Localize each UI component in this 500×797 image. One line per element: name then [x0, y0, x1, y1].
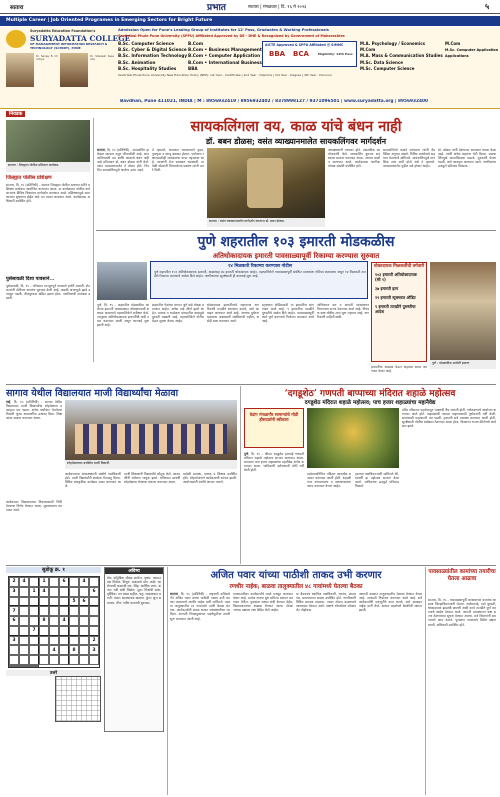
ad-aicte-box	[262, 41, 357, 67]
ad-bca: BCA	[293, 50, 309, 58]
ad-admission: Admission Open for Pune's Leading Group of Institutes for 12' Pass, Graduates & Working Professionals	[118, 28, 329, 32]
sudoku-cell	[69, 577, 79, 587]
sudoku-cell	[89, 626, 99, 636]
course-item: B.Sc. Computer Science	[118, 41, 175, 46]
sudoku-cell	[29, 636, 39, 646]
main-photo	[207, 148, 325, 218]
tower-box-title: १४ मिळकती रिकाम्या करण्यास नोटीस	[228, 264, 292, 269]
left-photo	[6, 120, 90, 162]
ad-photo-right	[60, 53, 88, 87]
mela-body-4: माजी शिक्षकांनी विद्यार्थ्यांचे कौतुक केले. आठवणींनी सर्वजण भावुक झाले. भविष्यात दरवर्षी स्नेहमेळावा घेण्याचा संकल्प करण्यात आला.	[124, 472, 180, 485]
sudoku-cell	[19, 636, 29, 646]
sudoku-cell: 1	[39, 577, 49, 587]
sudoku-cell	[59, 636, 69, 646]
sudoku-cell	[49, 577, 59, 587]
mela-photo	[65, 400, 237, 460]
mela-body-3: कार्यक्रमाच्या अध्यक्षस्थानी संस्थेचे पदाधिकारी होते. माजी विद्यार्थ्यांनी शाळेला भेटवस्तू दिल्या. विविध सांस्कृतिक कार्यक्रम सादर करण्यात आले.	[65, 472, 121, 489]
left-headline-2: पुसेसावळी दिशा पावसाने...	[6, 276, 55, 282]
ad-col1	[118, 41, 188, 72]
shortnote-body: सातारा, दि. १५ - पावसाळ्यापूर्वी करावयाच्या कामांचा आढावा जिल्हाधिकाऱ्यांनी घेतला. नालेसफाई, रस्ते दुरुस्ती, धोकादायक झाडांची छाटणी आदी कामे तातडीने पूर्ण करण्याचे आदेश देण्यात आले. आपत्ती व्यवस्थापन कक्ष सज्ज ठेवण्याच्या सूचना देण्यात आल्या. सर्व विभागांनी समन्वयाने काम करावे. पूरप्रवण गावांमध्ये विशेष दक्षता घ्यावी. अधिकारी उपस्थित होते.	[428, 598, 496, 627]
course-item: B.Com	[188, 41, 204, 46]
sudoku-cell	[89, 577, 99, 587]
ad-college: SURYADATTA COLLEGE	[30, 34, 131, 43]
sudoku-cell	[19, 616, 29, 626]
course-item: B.Sc. Cyber & Digital Science	[118, 47, 187, 53]
sudoku-cell	[59, 606, 69, 616]
ad-col4	[445, 41, 499, 60]
tower-side-item: ३७ इमारती इतर	[375, 286, 399, 292]
sudoku-cell	[79, 606, 89, 616]
sudoku-cell	[39, 636, 49, 646]
tower-headline: पुणे शहरातील १०३ इमारती मोडकळीस	[197, 234, 395, 250]
sudoku-cell: 4	[79, 577, 89, 587]
tower-side-item: २९ इमारती स्ट्रक्चरल ऑडिट	[375, 295, 416, 301]
sudoku-cell: 3	[9, 636, 19, 646]
sudoku-cell	[9, 655, 19, 665]
ajit-body-2: गावपातळीवर कार्यकर्त्यांचे जाळे मजबूत करण्यात येणार आहे. प्रत्येक गावात बूथ समित्या स्थापन करण्यात येतील. युवकांना पक्षात संधी देण्यात येईल. विकासकामांचा आढावा घेण्यात आला. शेतकऱ्यांच्या प्रश्नांवर लक्ष केंद्रित केले जाईल.	[233, 592, 293, 613]
tower-side-title: धोकादायक मिळकतींची वर्गवारी	[373, 264, 425, 269]
sudoku-cell	[29, 665, 39, 667]
tower-subheadline: अतिधोकादायक इमारती पावसाळ्यापूर्वी रिकाम्या करण्यास सुरुवात	[212, 251, 380, 260]
tower-box: १४ मिळकती रिकाम्या करण्यास नोटीस पुणे शहरातील १०३ अतिधोकादायक इमारती, वाड्यांसह ३७ इमारती धोकादायक आहेत. महापालिकेने पावसाळ्यापूर्वी संबंधित मालकांना नोटिसा बजावल्या असून १४ मिळकती तातडीने रिकाम्या करण्याचे आदेश दिले आहेत. नागरिकांच्या सुरक्षेसाठी ही कारवाई सुरू आहे.	[150, 261, 368, 299]
sudoku-cell	[79, 587, 89, 597]
temple-subheadline: दगडूशेठ मंदिरात शहाळे महोत्सव; पाच हजार शहाळ्यांचा महानैवेद्य	[304, 400, 436, 406]
ad-society: Suryadatta Education Foundation's	[30, 29, 96, 33]
ad-university: Savitribai Phule Pune University (SPPU) Affiliated Approved by DE - DHE & Recognized by Government of Maharashtra	[118, 34, 345, 38]
temple-body-2: महोत्सवानिमित्त मंदिरात आकर्षक सजावट करण्यात आली होती. शहाळी नंतर रुग्णालयांना व अनाथाश्रमांना वाटप करण्यात येणार आहेत.	[307, 472, 351, 489]
sudoku-cell	[29, 577, 39, 587]
sudoku-cell	[9, 597, 19, 607]
sudoku-cell	[49, 587, 59, 597]
sudoku-cell	[29, 597, 39, 607]
main-body-1: सातारा, दि. १५ (प्रतिनिधी) - सायकलिंग हा केवळ व्यायाम नसून जीवनशैली आहे. सायकलिंगसाठी वय आणि काळाचे बंधन नाही असे प्रतिपादन डॉ. बबन डोळस यांनी केले. वसंत व्याख्यानमालेत ते बोलत होते. नियमित सायकलिंगमुळे आरोग्य उत्तम राहते.	[97, 148, 149, 173]
sudoku-cell	[49, 606, 59, 616]
tower-body-3: धोकादायक इमारतींमध्ये राहणाऱ्या नागरिकांनी तातडीने स्थलांतर करावे, असे आवाहन करण्यात आले आहे. अन्यथा दुर्घटना घडल्यास जबाबदारी संबंधितांची राहील, असेही स्पष्ट करण्यात आले.	[207, 303, 259, 324]
ajit-headline: अजित पवार यांच्या पाठीशी ताकद उभी करणार	[210, 570, 382, 581]
course-item: M.Sc. Computer Science	[360, 65, 415, 71]
sudoku-cell	[89, 606, 99, 616]
sudoku-cell: 6	[89, 587, 99, 597]
tower-photo-2	[430, 262, 496, 360]
ad-bba-note: Eligibility: 12th Pass	[318, 52, 353, 56]
sudoku-cell: 8	[39, 616, 49, 626]
temple-body-3: ट्रस्टच्या पदाधिकाऱ्यांनी सांगितले की, दरवर्षी हा महोत्सव साजरा केला जातो. भाविकांचा उत्स्फूर्त प्रतिसाद मिळतो.	[355, 472, 399, 489]
sudoku-cell	[49, 626, 59, 636]
sudoku-cell	[69, 626, 79, 636]
sudoku-cell: 4	[39, 587, 49, 597]
sudoku-cell	[49, 655, 59, 665]
course-item: B.Sc. Information Technology	[118, 53, 188, 59]
mela-caption: स्नेहमेळाव्यात उपस्थित माजी विद्यार्थी.	[65, 460, 237, 469]
main-headline: सायकलिंगला वय, काळ यांचे बंधन नाही	[190, 118, 402, 135]
sudoku-cell: 2	[89, 636, 99, 646]
sudoku-cell	[69, 636, 79, 646]
temple-box-title: वेदांग मंगळागौर सामान्यांचे मोठी हौसदार्शनी स्वीकारा	[249, 412, 299, 423]
course-item: BBA	[188, 65, 198, 71]
ajit-body-4: आगामी काळात तालुकास्तरीय मेळावा घेण्यात येणार आहे. त्यासाठी नियोजन करण्यात आले आहे. सर्व कार्यकर्त्यांनी एकजुटीने काम करावे, असे आवाहन नाईक यांनी केले. आभार प्रदर्शनाने बैठकीची सांगता झाली.	[359, 592, 422, 613]
tower-body-1: पुणे, दि. १५ - शहरातील मोडकळीस आलेल्या इमारती पावसाळ्यात कोसळण्याची शक्यता असल्याने महापालिकेने सर्वेक्षण केले. त्यानुसार अतिधोकादायक इमारतींची यादी तयार करण्यात आली असून कारवाई सुरू झाली आहे.	[97, 303, 149, 328]
ad-nep: Savitribai Phule Pune University New Education Policy (NEP): 1st Year - Certificate | 2nd Year - Diploma | 3rd Year - Degree | 4th Year - Honours	[118, 73, 332, 77]
sudoku-cell	[9, 626, 19, 636]
sudoku-cell	[29, 645, 39, 655]
sudoku-cell	[69, 655, 79, 665]
sudoku-cell	[19, 597, 29, 607]
sudoku-cell	[49, 636, 59, 646]
masthead	[0, 0, 500, 14]
ad-bba: BBA	[269, 50, 286, 58]
sudoku-cell	[9, 645, 19, 655]
mela-headline: सागाव येथील विद्यालयात माजी विद्यार्थ्यांचा मेळावा	[6, 388, 179, 399]
main-subheadline: डॉ. बबन डोळस; वसंत व्याख्यानमालेत सायकलिंगवर मार्गदर्शन	[205, 136, 387, 146]
sudoku-cell: 4	[49, 645, 59, 655]
tower-caption: पुणे : मोडकळीस आलेली इमारत	[430, 360, 496, 369]
sudoku-cell	[79, 645, 89, 655]
answers-grid	[55, 676, 101, 722]
sudoku-cell	[19, 645, 29, 655]
ad-logo	[6, 30, 26, 48]
sudoku-cell	[19, 606, 29, 616]
course-item: M.A. Mass & Communication Studies	[360, 53, 443, 59]
sudoku-cell: 7	[29, 626, 39, 636]
sudoku-cell	[79, 616, 89, 626]
temple-body-1: पुणे, दि. १५ - श्रीमंत दगडूशेठ हलवाई गणपती मंदिरात शहाळे महोत्सव साजरा करण्यात आला. बाप्पाला पाच हजार शहाळ्यांचा महानैवेद्य अर्पण करण्यात आला. भाविकांनी दर्शनासाठी मोठी गर्दी केली होती.	[244, 452, 304, 473]
temple-body-4: मंदिर परिसरात पहाटेपासून भक्तांची रीघ लागली होती. गणेशयागाचे आयोजन करण्यात आले होते. शहाळ्यांची आरास पाहण्यासाठी पुणेकरांनी गर्दी केली. सायंकाळी महाआरती पार पडली. ट्रस्टतर्फे सर्व व्यवस्था करण्यात आली होती. सुरक्षेसाठी पोलीस बंदोबस्त ठेवण्यात आला होता. दिवसभर भजन-कीर्तनाचे कार्यक्रम झाले.	[402, 408, 496, 429]
mela-body-2: कार्यक्रमात विद्यालयाच्या विकासासाठी निधी देण्याचा निर्णय घेण्यात आला. सूत्रसंचालन करण्यात आले.	[6, 500, 62, 513]
classified-box: अविष्य मेष: कौटुंबिक सौख्य लाभेल. वृषभ: कामात यश मिळेल. मिथुन: प्रवासाचे योग. कर्क: आरोग्याची काळजी घ्या. सिंह: आर्थिक लाभ. कन्या: नवी संधी मिळेल. तूळ: मित्रांची साथ. वृश्चिक: मन प्रसन्न राहील. धनु: व्यवसायात प्रगती. मकर: सावधानता बाळगा. कुंभ: शुभ समाचार. मीन: नवीन कामाची सुरुवात.	[104, 567, 164, 732]
sudoku-cell	[69, 587, 79, 597]
course-item: M.Sc. Computer Application	[445, 48, 499, 53]
sudoku-cell	[79, 655, 89, 665]
tower-body-5: अग्निशमन दल व आपत्ती व्यवस्थापन विभागाला सज्ज ठेवण्यात आले आहे. नियंत्रण कक्ष चोवीस तास सुरू राहणार आहे. नागरिकांनी माहिती द्यावी.	[317, 303, 369, 320]
tower-body-4: स्ट्रक्चरल ऑडिटसाठी २९ इमारतींना सांगण्यात आले आहे. ९ इमारतींना तातडीने दुरुस्तीचे आदेश दिले आहेत. पावसाळ्यापूर्वी कामे पूर्ण करण्याचे नियोजन करण्यात आले आहे.	[262, 303, 314, 324]
sudoku-cell: 2	[9, 577, 19, 587]
sudoku-cell	[29, 616, 39, 626]
ajit-body-1: सातारा, दि. १५ (प्रतिनिधी) - राष्ट्रवादी काँग्रेसचे नेते अजित पवार यांच्या पाठीशी ताकद उभी करणार असल्याचे रणधीर नाईक यांनी सांगितले. वाळवा तालुक्यातील ४८ गावांमध्ये त्यांनी बैठका घेतल्या. कार्यकर्त्यांशी संवाद साधत पक्षबांधणीवर भर दिला. आगामी निवडणुकांच्या पार्श्वभूमीवर तयारी सुरू करण्यात आली आहे.	[170, 592, 230, 621]
ad-subtitle: OF MANAGEMENT INFORMATION RESEARCH & TECHNOLOGY (SCMIRT), PUNE	[30, 42, 108, 50]
masthead-date: सातारा | मंगळवार | दि. १६ मे २०२३	[248, 5, 307, 10]
ad-aicte: AICTE Approved & SPPU Affiliated @ SIMMC	[265, 43, 344, 47]
sudoku-cell	[39, 606, 49, 616]
masthead-logo: प्रभात	[207, 3, 226, 13]
sudoku-cell: 3	[89, 645, 99, 655]
sudoku-cell: 7	[9, 606, 19, 616]
sudoku-cell	[59, 655, 69, 665]
sudoku-cell	[69, 606, 79, 616]
sudoku-cell	[19, 626, 29, 636]
course-item: B.Com • Business Management	[188, 47, 262, 53]
tower-side-item: १०३ इमारती अतिधोकादायक (सी १)	[375, 272, 417, 283]
sudoku-cell: 3	[9, 587, 19, 597]
course-item: B.Com • International Business	[188, 59, 262, 65]
sudoku-grid	[8, 576, 100, 668]
main-body-2: ते म्हणाले, सायकल चालवल्याने हृदय, फुफ्फुस व स्नायू बळकट होतात. पर्यावरण रक्षणासाठीही सायकलचा वापर महत्त्वाचा आहे. तरुणांनी रोज सायकल चालवावी. या वेळी श्रोत्यांनी विचारलेल्या प्रश्नांना त्यांनी उत्तरे दिली.	[152, 148, 204, 173]
tower-body-2: शहरातील पेठांच्या भागात जुने वाडे मोठ्या प्रमाणात आहेत. अनेक वाडे जीर्ण झाले आहेत. मालक व भाडेकरू यांच्यातील वादामुळे दुरुस्ती रखडली आहे. महापालिकेने नोटीस देऊन सूचना केल्या आहेत.	[152, 303, 204, 324]
course-item: B.Com • Computer Application	[188, 53, 261, 59]
ad-col2	[188, 41, 260, 72]
main-body-3: अध्यक्षस्थानी मान्यवर होते. प्रास्ताविक आयोजकांनी केले. सायकलिंग ग्रुपच्या सदस्यांचा सत्कार करण्यात आला. आभार प्रदर्शन करण्यात आले. कार्यक्रमास नागरिक मोठ्या संख्येने उपस्थित होते.	[328, 148, 380, 169]
sudoku-cell	[39, 597, 49, 607]
ad-col3	[360, 41, 443, 72]
sudoku-cell	[69, 616, 79, 626]
left-body: सातारा, दि. १५ (प्रतिनिधी) - सातारा जिल्ह्यात पोलीस दलाच्या वतीने प्रशिक्षण कार्यक्रम आयोजित करण्यात आला. या कार्यक्रमात पोलीस कर्मचाऱ्यांना विविध विषयांवर मार्गदर्शन करण्यात आले. प्रशिक्षणामुळे कामकाजात सुधारणा होईल असे मत व्यक्त करण्यात आले. कार्यक्रमास अधिकारी उपस्थित होते.	[6, 183, 90, 204]
answers-title: उत्तरे	[6, 670, 101, 676]
tower-side-item: ९ इमारती तातडीने दुरुस्तीचा आदेश	[375, 304, 416, 315]
mela-body-5: यावेळी ग्रामस्थ, पालक व शिक्षक उपस्थित होते. स्नेहभोजनाने कार्यक्रमाची सांगता झाली. आयोजकांनी सर्वांचे आभार मानले.	[183, 472, 237, 485]
sudoku-cell	[9, 665, 19, 667]
ajit-body-3: या बैठकांना स्थानिक पदाधिकारी, सरपंच, उपसरपंच, ग्रामपंचायत सदस्य उपस्थित होते. नागरिकांनी विविध समस्या मांडल्या. त्यावर तोडगा काढण्याचे आश्वासन देण्यात आले. पक्षाचे ध्येयधोरण लोकांपर्यंत पोहोचवा.	[296, 592, 356, 613]
left-headline: जिल्ह्यात पोलीस प्रशिक्षण	[6, 175, 52, 181]
sudoku-cell: 8	[69, 645, 79, 655]
temple-photo	[307, 408, 399, 468]
ajit-subheadline: रणधीर नाईक; बाळवा तालुक्यातील ४८ गावांमध्ये घेतल्या बैठका	[229, 584, 363, 590]
sudoku-cell: 1	[29, 587, 39, 597]
main-caption: सातारा : वसंत व्याख्यानमालेत मार्गदर्शन करताना डॉ. बबन डोळस.	[207, 218, 325, 227]
sudoku-cell: 6	[59, 577, 69, 587]
sudoku-cell	[39, 645, 49, 655]
sudoku-cell	[29, 606, 39, 616]
sudoku-cell	[19, 665, 29, 667]
main-body-5: डॉ. डोळस यांनी देशभरात सायकल प्रवास केला आहे. त्यांनी अनेक शहरांना भेटी दिल्या. सायकलिंगमुळे आत्मविश्वास वाढतो. युवकांनी प्रेरणा घ्यावी, असे आवाहन करण्यात आले. नागरिकांचा उत्स्फूर्त प्रतिसाद मिळाला.	[438, 148, 496, 169]
edition-label: सातारा	[10, 5, 24, 11]
college-ad: Suryadatta Education Foundation's SURYADATTA COLLEGE OF MANAGEMENT INFORMATION RESEARCH & TECHNOLOGY (SCMIRT), PUNE Dr. Sanjay B. Chordiya Dr. Shailesh Kasande Admission Open for Pune's Leading Group of Institutes for 12' Pass, Graduates & Working Professionals Savitribai Phule Pune University (SPPU) Affiliated Approved by DE - DHE & Recognized by Government of Maharashtra B.Sc. Computer Science B.Sc. Cyber & Digital Science B.Sc. Information Technology B.Sc. Animation B.Sc. Hospitality Studies B.Com B.Com • Business Management B.Com • Computer Application B.Com • International Business BBA AICTE Approved & SPPU Affiliated @ SIMMC BBA BCA Eligibility: 12th Pass M.A. Psychology / Economics M.Com M.A. Mass & Communication Studies M.Sc. Data Science M.Sc. Computer Science M.Com M.Sc. Computer Application Applications Savitribai Phule Pune University New Education Policy (NEP): 1st Year - Certificate | 2nd Year - Diploma | 3rd Year - Degree | 4th Year - Honours Bavdhan, Pune 411021, INDIA | M : 8956932419 / 8956932402 / 8378998127 / 9371096501 | www.suryadatta.org | 8956932400	[0, 27, 500, 109]
tower-photo-1	[97, 262, 147, 300]
course-item: B.Sc. Hospitality Studies	[118, 65, 177, 71]
course-item: M.Com	[360, 47, 376, 53]
sudoku-cell	[39, 626, 49, 636]
course-item: B.Sc. Animation	[118, 59, 156, 65]
sudoku-cell: 5	[69, 597, 79, 607]
ad-banner-text: Multiple Career | Job Oriented Programes in Emerging Sectors for Bright Future	[6, 18, 213, 23]
sudoku-cell	[29, 655, 39, 665]
sudoku-cell	[89, 597, 99, 607]
sudoku-cell	[19, 587, 29, 597]
sudoku-cell	[59, 626, 69, 636]
sudoku-cell	[59, 645, 69, 655]
section-label: निवडक	[6, 111, 25, 117]
sudoku-cell: 6	[9, 616, 19, 626]
shortnote-title: पावसाळ्यांतील कामांच्या तयारीचा घेतला आढावा	[428, 569, 496, 582]
main-body-4: सायकलिंगचे फायदे सांगताना त्यांनी वैयक्तिक अनुभव मांडले. विविध स्पर्धांमध्ये सहभाग घेतल्याचे सांगितले. सायकलिंगमुळे मानसिक ताण कमी होतो असे ते म्हणाले. व्याख्यानमालेत पुढील सत्रे होणार आहेत.	[383, 148, 435, 169]
course-item: M.A. Psychology / Economics	[360, 41, 425, 46]
sudoku-cell	[79, 626, 89, 636]
sudoku-cell: 4	[59, 616, 69, 626]
temple-box	[244, 408, 304, 448]
sudoku-cell: 6	[79, 597, 89, 607]
course-item: Applications	[445, 54, 469, 59]
course-item: M.Com	[445, 41, 461, 46]
sudoku-cell	[79, 636, 89, 646]
sudoku-cell: 4	[19, 577, 29, 587]
sudoku-cell	[49, 616, 59, 626]
page-number: ५	[485, 2, 490, 11]
sudoku-cell	[39, 655, 49, 665]
sudoku-cell	[89, 616, 99, 626]
sudoku-title: सुडोकू क्र. १	[6, 567, 101, 573]
sudoku-cell	[19, 655, 29, 665]
tower-sidebar	[371, 262, 427, 362]
mela-body-1: वाई, दि. १५ (प्रतिनिधी) - सागाव येथील विद्यालयात माजी विद्यार्थ्यांचा स्नेहमेळावा उत्साहात पार पडला. अनेक वर्षांनंतर भेटलेल्या मित्रांनी जुन्या आठवणींना उजाळा दिला. शिक्षकांचा सत्कार करण्यात आला.	[6, 400, 62, 421]
sudoku-cell	[49, 597, 59, 607]
sudoku-cell	[89, 655, 99, 665]
sudoku-cell	[59, 597, 69, 607]
course-item: M.Sc. Data Science	[360, 59, 403, 65]
ad-photo-left	[6, 53, 34, 87]
ad-address: Bavdhan, Pune 411021, INDIA | M : 8956932419 / 8956932402 / 8378998127 / 9371096501 | www.suryadatta.org | 8956932400	[120, 99, 428, 104]
sudoku-cell	[59, 587, 69, 597]
temple-headline: ‘दगडूशेठ’ गणपती बाप्पाच्या मंदिरात शहाळे महोत्सव	[284, 389, 456, 399]
